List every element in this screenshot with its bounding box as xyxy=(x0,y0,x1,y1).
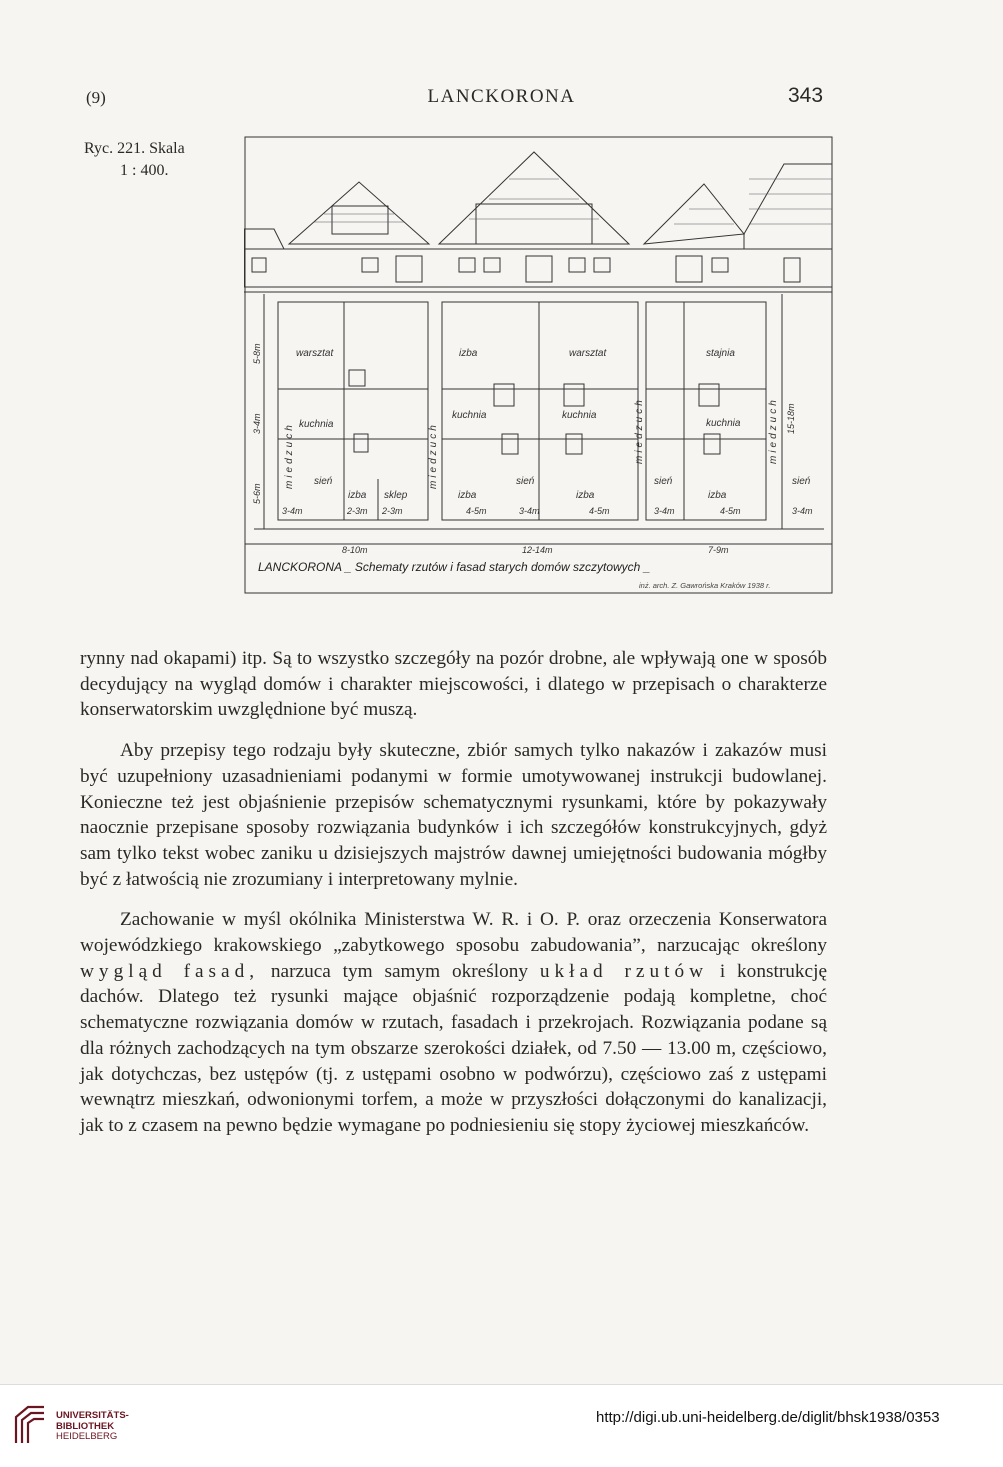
room-label: warsztat xyxy=(569,348,607,359)
wall-label: miedzuch xyxy=(768,397,779,464)
room-label: sień xyxy=(792,476,811,487)
room-label: sień xyxy=(314,476,333,487)
side-dimension: 3-4m xyxy=(252,413,262,434)
library-name-line: HEIDELBERG xyxy=(56,1431,118,1442)
room-label: izba xyxy=(458,490,477,501)
footer-bar xyxy=(0,1384,1003,1467)
paragraph: Aby przepisy tego rodzaju były skuteczne, zbiór samych tylko nakazów i zakazów musi być uzupełniony uzasadnieniami podanymi w formie umotywowanej instrukcji budowlanej. Konieczne też jest objaśnienie przepisów schematycznymi rysunkami, które by pokazywały naocznie przepisane sposoby rozwiązania budynków i ich szczegółów konstrukcyjnych, gdyż sam tylko tekst wobec zaniku u dzisiejszych majstrów dawnej umiejętności budowania mógłby być z łatwością nie zrozumiany i interpretowany mylnie. xyxy=(80,740,827,890)
room-label: kuchnia xyxy=(452,410,487,421)
room-dimension: 3-4m xyxy=(654,506,675,516)
figure-caption xyxy=(84,138,234,182)
plot-width: 7-9m xyxy=(708,545,729,555)
room-label: sień xyxy=(654,476,673,487)
room-dimension: 4-5m xyxy=(466,506,487,516)
text-run: narzuca tym samym określony xyxy=(270,960,529,982)
plot-width: 8-10m xyxy=(342,545,368,555)
page-number-left: (9) xyxy=(86,88,106,107)
room-label: kuchnia xyxy=(706,418,741,429)
source-url[interactable]: http://digi.ub.uni-heidelberg.de/diglit/bhsk1938/0353 xyxy=(596,1409,940,1426)
wall-label: miedzuch xyxy=(284,422,295,489)
wall-label: miedzuch xyxy=(428,422,439,489)
caption-line-1: Ryc. 221. Skala xyxy=(84,140,185,157)
room-dimension: 3-4m xyxy=(282,506,303,516)
room-label: warsztat xyxy=(296,348,334,359)
side-dimension: 15-18m xyxy=(786,403,796,434)
library-logo-icon xyxy=(12,1403,48,1447)
emphasis-spaced: wygląd fasad, xyxy=(80,960,260,982)
plan-walls xyxy=(254,294,824,529)
room-label: kuchnia xyxy=(562,410,597,421)
room-label: sień xyxy=(516,476,535,487)
facade-windows xyxy=(252,256,800,282)
floor-plan-drawing xyxy=(244,134,834,598)
wall-label: miedzuch xyxy=(634,397,645,464)
room-label: izba xyxy=(576,490,595,501)
paragraph xyxy=(80,907,827,1138)
figure-title: LANCKORONA _ Schematy rzutów i fasad starych domów szczytowych _ xyxy=(258,560,651,574)
caption-line-2: 1 : 400. xyxy=(120,162,169,179)
room-label: izba xyxy=(348,490,367,501)
text-run: i konstrukcję dachów. Dlatego też rysunki mające objaśnić rozporządzenie podają kompletne, choć schematyczne rozwiązania domów w rzutach, fasadach i przekrojach. Rozwiązania podane są dla różnych zachodzących na tym obszarze szerokości działek, od 7.50 — 13.00 m, częściowo, jak dotychczas, bez ustępów (tj. z ustępami osobno w podwórzu), częściowo zaś z ustępami wewnątrz mieszkań, odwonionymi torfem, a może w przyszłości dołączonymi do kanalizacji, jak to z czasem na pewno będzie wymagane po podniesieniu się stopy życiowej mieszkańców. xyxy=(80,960,828,1136)
room-label: kuchnia xyxy=(299,419,334,430)
library-name-line: UNIVERSITÄTS- xyxy=(56,1410,129,1421)
room-dimension: 2-3m xyxy=(347,506,368,516)
side-dimension: 5-6m xyxy=(252,483,262,504)
room-dimension: 4-5m xyxy=(720,506,741,516)
room-dimension: 2-3m xyxy=(382,506,403,516)
paragraph: rynny nad okapami) itp. Są to wszystko szczegóły na pozór drobne, ale wpływają one w sposób decydujący na wygląd domów i charakter miejscowości, i dlatego w przepisach o charakterze konserwatorskim uwzględnione być muszą. xyxy=(80,648,827,721)
plot-width: 12-14m xyxy=(522,545,553,555)
emphasis-spaced: układ rzutów xyxy=(539,960,709,982)
roof-hatching xyxy=(314,179,832,224)
room-dimension: 3-4m xyxy=(519,506,540,516)
figure-signature: inż. arch. Z. Gawrońska Kraków 1938 r. xyxy=(639,581,771,590)
library-name xyxy=(56,1411,129,1443)
page-number: 343 xyxy=(788,84,824,107)
room-label: sklep xyxy=(384,490,408,501)
room-label: izba xyxy=(459,348,478,359)
text-run: Zachowanie w myśl okólnika Ministerstwa W. R. i O. P. oraz orzeczenia Konserwatora wojewódzkiego krakowskiego „zabytkowego sposobu zabudowania”, narzucając określony xyxy=(80,909,827,957)
room-dimension: 3-4m xyxy=(792,506,813,516)
library-name-line: BIBLIOTHEK xyxy=(56,1420,115,1432)
room-label: izba xyxy=(708,490,727,501)
body-text xyxy=(80,646,827,1154)
running-head: LANCKORONA xyxy=(427,86,576,107)
architectural-figure xyxy=(244,134,834,598)
room-label: stajnia xyxy=(706,348,735,359)
side-dimension: 5-8m xyxy=(252,343,262,364)
room-dimension: 4-5m xyxy=(589,506,610,516)
